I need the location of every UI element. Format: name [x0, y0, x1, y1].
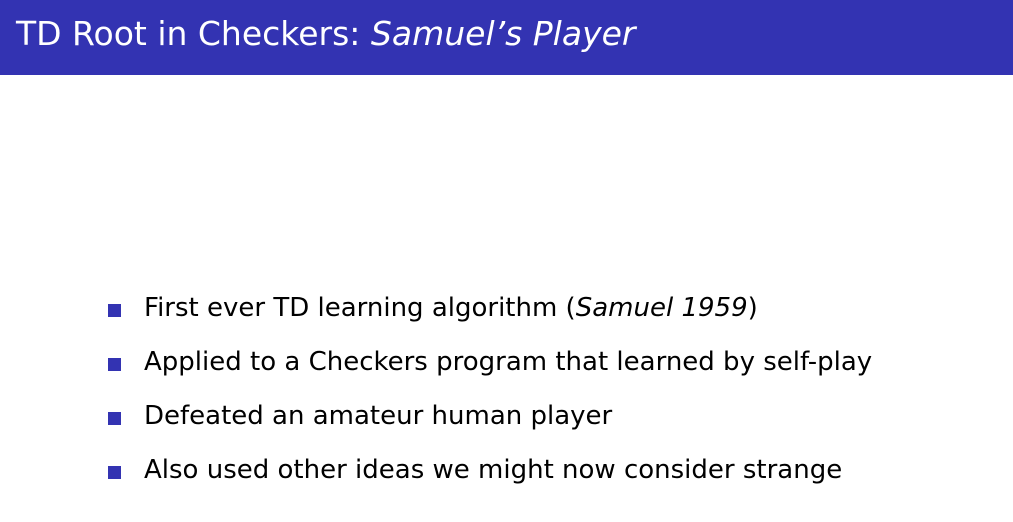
bullet-text-3: Defeated an amateur human player	[144, 401, 613, 431]
bullet-citation: Samuel 1959	[575, 293, 748, 323]
square-bullet-icon	[108, 358, 121, 371]
square-bullet-icon	[108, 466, 121, 479]
bullet-item-4	[108, 443, 872, 497]
bullet-item-1	[108, 281, 872, 335]
bullet-item-3	[108, 389, 872, 443]
slide-title-main: TD Root in Checkers:	[16, 14, 371, 53]
bullet-text-1-after: )	[747, 293, 758, 323]
bullet-text-4: Also used other ideas we might now consider strange	[144, 455, 843, 485]
square-bullet-icon	[108, 412, 121, 425]
slide-title	[16, 14, 636, 53]
bullet-text-1-before: First ever TD learning algorithm (	[144, 293, 576, 323]
slide-title-emphasis: Samuel’s Player	[370, 14, 636, 53]
bullet-text-2: Applied to a Checkers program that learned by self-play	[144, 347, 873, 377]
bullet-list	[108, 281, 872, 497]
bullet-text-1	[144, 293, 758, 323]
title-bar	[0, 0, 1013, 75]
bullet-item-2	[108, 335, 872, 389]
square-bullet-icon	[108, 304, 121, 317]
